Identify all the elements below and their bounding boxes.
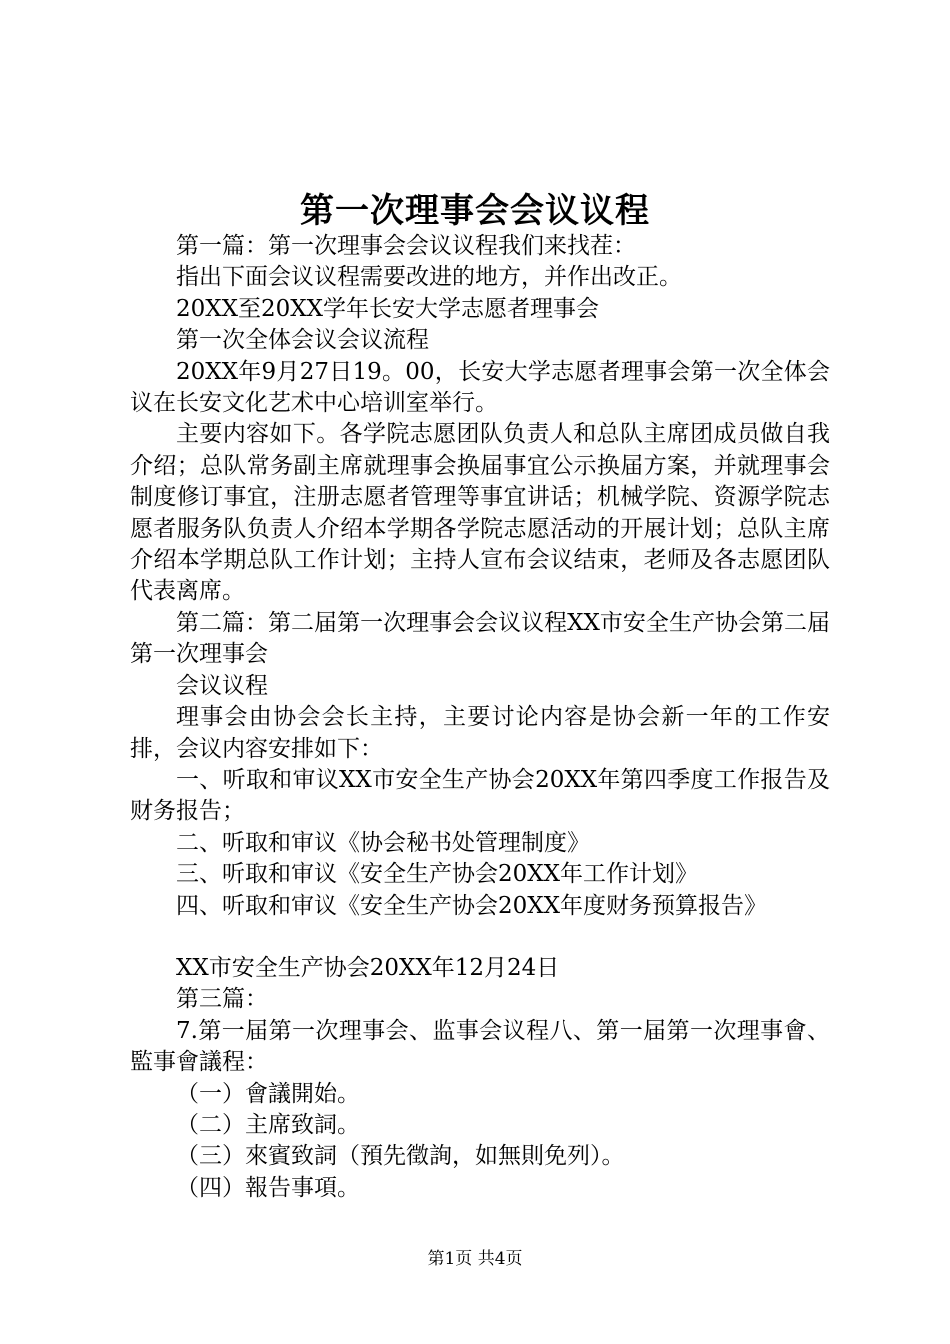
paragraph: XX市安全生产协会20XX年12月24日	[176, 954, 560, 981]
page-number-footer: 第1页 共4页	[427, 1249, 523, 1269]
paragraph: 理事会由协会会长主持，主要讨论内容是协会新一年的工作安排，会议内容安排如下：	[130, 704, 830, 762]
paragraph: 一、听取和审议XX市安全生产协会20XX年第四季度工作报告及财务报告；	[130, 766, 830, 825]
paragraph: 会议议程	[176, 672, 268, 699]
paragraph: 第二篇：第二届第一次理事会会议议程XX市安全生产协会第二届第一次理事会	[130, 609, 830, 668]
paragraph: 指出下面会议议程需要改进的地方，并作出改正。	[176, 264, 682, 291]
paragraph: （一）會議開始。	[176, 1080, 360, 1107]
paragraph: （四）報告事項。	[176, 1174, 360, 1201]
paragraph: 二、听取和审议《协会秘书处管理制度》	[176, 829, 590, 856]
paragraph: 第一次全体会议会议流程	[176, 327, 429, 354]
paragraph: 20XX年9月27日19。00，长安大学志愿者理事会第一次全体会议在长安文化艺术中心培训室举行。	[130, 358, 830, 417]
paragraph: （二）主席致詞。	[176, 1111, 360, 1138]
paragraph: 7.第一届第一次理事会、监事会议程八、第一届第一次理事會、監事會議程：	[130, 1017, 830, 1076]
paragraph: （三）來賓致詞（預先徵詢，如無則免列）。	[176, 1143, 625, 1170]
paragraph: 第三篇：	[176, 986, 268, 1013]
paragraph: 三、听取和审议《安全生产协会20XX年工作计划》	[176, 861, 699, 888]
paragraph: 第一篇：第一次理事会会议议程我们来找茬：	[176, 233, 636, 259]
paragraph: 主要内容如下。各学院志愿团队负责人和总队主席团成员做自我介绍；总队常务副主席就理事会换届事宜公示换届方案，并就理事会制度修订事宜，注册志愿者管理等事宜讲话；机械学院、资源学院志愿者服务队负责人介绍本学期各学院志愿活动的开展计划；总队主席介绍本学期总队工作计划；主持人宣布会议结束，老师及各志愿团队代表离席。	[130, 421, 830, 605]
document-title: 第一次理事会会议议程	[300, 191, 650, 231]
paragraph: 四、听取和审议《安全生产协会20XX年度财务预算报告》	[176, 892, 768, 919]
paragraph: 20XX至20XX学年长安大学志愿者理事会	[176, 295, 600, 322]
document-body	[130, 231, 830, 1204]
